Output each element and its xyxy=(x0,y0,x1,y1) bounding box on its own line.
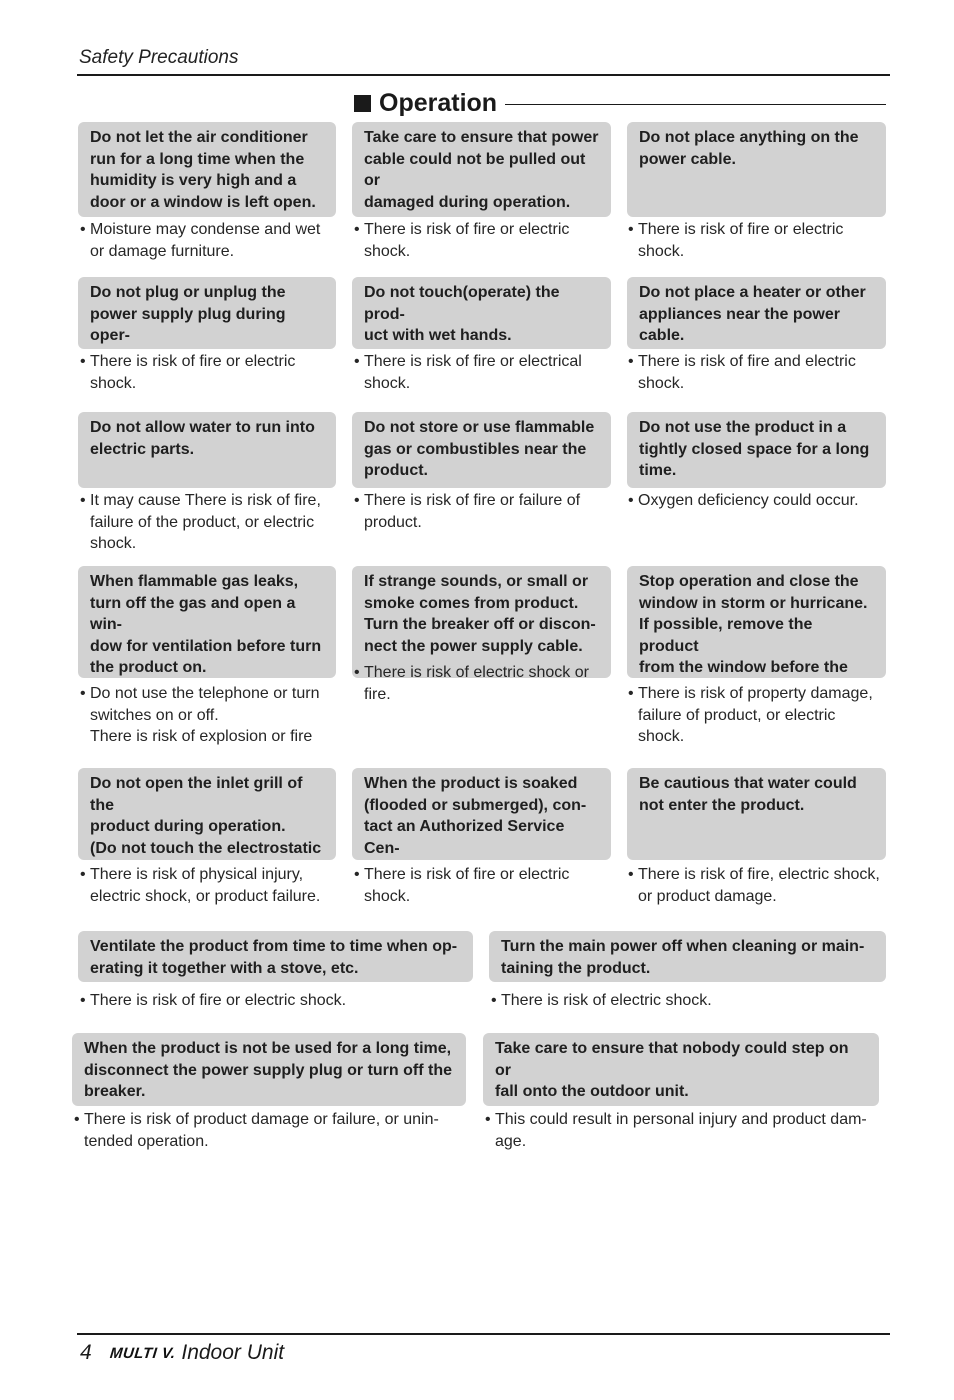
warning-box: Do not open the inlet grill of the product during operation. (Do not touch the electrostatic xyxy=(78,768,336,860)
bullet-icon: • xyxy=(628,221,634,238)
warning-note-text: There is risk of fire or electric shock. xyxy=(364,866,570,905)
warning-note-text: There is risk of fire or electric shock. xyxy=(638,221,844,260)
section-title: Operation xyxy=(379,88,498,117)
bullet-icon: • xyxy=(354,353,360,370)
warning-note-text: Do not use the telephone or turn switches on or off. There is risk of explosion or fire xyxy=(90,685,320,745)
warning-note xyxy=(80,490,336,555)
warning-note xyxy=(628,219,886,262)
bullet-icon: • xyxy=(80,353,86,370)
warning-note-text: There is risk of electric shock. xyxy=(501,992,712,1009)
warning-box: Turn the main power off when cleaning or main- taining the product. xyxy=(489,931,886,982)
warning-note-text: This could result in personal injury and product dam- age. xyxy=(495,1111,867,1150)
warning-note xyxy=(74,1109,466,1152)
warning-note xyxy=(354,219,611,262)
warning-note-text: There is risk of property damage, failure of product, or electric shock. xyxy=(638,685,873,745)
warning-box: Stop operation and close the window in storm or hurricane. If possible, remove the product from the window before the xyxy=(627,566,886,678)
warning-note xyxy=(628,351,886,394)
bullet-icon: • xyxy=(628,492,634,509)
warning-box: When the product is not be used for a long time, disconnect the power supply plug or turn off the breaker. xyxy=(72,1033,466,1106)
warning-note xyxy=(354,662,611,705)
warning-note xyxy=(628,683,886,748)
warning-note xyxy=(80,683,336,748)
footer xyxy=(80,1338,284,1368)
warning-note xyxy=(80,864,336,907)
bullet-icon: • xyxy=(628,353,634,370)
warning-box: If strange sounds, or small or smoke comes from product. Turn the breaker off or discon- nect the power supply cable. xyxy=(352,566,611,678)
bullet-icon: • xyxy=(628,685,634,702)
warning-note xyxy=(628,490,886,512)
warning-note-text: There is risk of electric shock or fire. xyxy=(364,664,589,703)
warning-box: Ventilate the product from time to time when op- erating it together with a stove, etc. xyxy=(78,931,473,982)
warning-box: Take care to ensure that power cable could not be pulled out or damaged during operation. xyxy=(352,122,611,217)
warning-box: Do not use the product in a tightly closed space for a long time. xyxy=(627,412,886,488)
bullet-icon: • xyxy=(354,664,360,681)
warning-box: Do not touch(operate) the prod- uct with wet hands. xyxy=(352,277,611,349)
warning-box: When flammable gas leaks, turn off the gas and open a win- dow for ventilation before turn the product on. xyxy=(78,566,336,678)
warning-box: Do not place a heater or other appliances near the power cable. xyxy=(627,277,886,349)
warning-note-text: There is risk of fire or electric shock. xyxy=(364,221,570,260)
warning-box: Do not plug or unplug the power supply plug during oper- xyxy=(78,277,336,349)
footer-rule xyxy=(77,1333,890,1335)
bullet-icon: • xyxy=(80,866,86,883)
bullet-icon: • xyxy=(354,492,360,509)
bullet-icon: • xyxy=(485,1111,491,1128)
section-rule xyxy=(505,104,886,105)
warning-note xyxy=(354,490,611,533)
warning-box: Do not allow water to run into electric parts. xyxy=(78,412,336,488)
warning-box: Do not place anything on the power cable. xyxy=(627,122,886,217)
warning-note-text: There is risk of fire or failure of product. xyxy=(364,492,581,531)
warning-note-text: There is risk of fire, electric shock, or product damage. xyxy=(638,866,880,905)
warning-note-text: There is risk of fire or electric shock. xyxy=(90,353,296,392)
warning-note xyxy=(80,990,473,1012)
warning-note xyxy=(354,864,611,907)
header-title: Safety Precautions xyxy=(79,47,239,68)
page-number: 4 xyxy=(80,1341,92,1364)
warning-note xyxy=(80,219,336,262)
bullet-icon: • xyxy=(80,685,86,702)
warning-note-text: There is risk of fire or electrical shock. xyxy=(364,353,582,392)
bullet-icon: • xyxy=(628,866,634,883)
section-heading xyxy=(354,88,886,118)
warning-note xyxy=(628,864,890,907)
warning-note-text: Oxygen deficiency could occur. xyxy=(638,492,859,509)
warning-note-text: There is risk of product damage or failure, or unin- tended operation. xyxy=(84,1111,439,1150)
header-rule xyxy=(77,74,890,76)
bullet-icon: • xyxy=(74,1111,80,1128)
warning-box: Take care to ensure that nobody could step on or fall onto the outdoor unit. xyxy=(483,1033,879,1106)
bullet-icon: • xyxy=(354,221,360,238)
bullet-icon: • xyxy=(80,221,86,238)
warning-note xyxy=(354,351,611,394)
warning-box: When the product is soaked (flooded or submerged), con- tact an Authorized Service Cen- xyxy=(352,768,611,860)
bullet-icon: • xyxy=(491,992,497,1009)
warning-box: Do not let the air conditioner run for a long time when the humidity is very high and a door or a window is left open. xyxy=(78,122,336,217)
bullet-icon: • xyxy=(354,866,360,883)
bullet-icon: • xyxy=(80,492,86,509)
warning-note xyxy=(491,990,886,1012)
warning-note-text: There is risk of fire and electric shock. xyxy=(638,353,856,392)
warning-box: Do not store or use flammable gas or combustibles near the product. xyxy=(352,412,611,488)
warning-note-text: Moisture may condense and wet or damage furniture. xyxy=(90,221,321,260)
warning-note xyxy=(80,351,336,394)
unit-label: Indoor Unit xyxy=(181,1341,285,1364)
warning-note xyxy=(485,1109,885,1152)
bullet-icon: • xyxy=(80,992,86,1009)
warning-box: Be cautious that water could not enter the product. xyxy=(627,768,886,860)
multi-v-logo: MULTI V. xyxy=(108,1344,177,1362)
warning-note-text: There is risk of physical injury, electric shock, or product failure. xyxy=(90,866,321,905)
warning-note-text: There is risk of fire or electric shock. xyxy=(90,992,347,1009)
section-square-icon xyxy=(354,95,371,112)
warning-note-text: It may cause There is risk of fire, failure of the product, or electric shock. xyxy=(90,492,321,552)
